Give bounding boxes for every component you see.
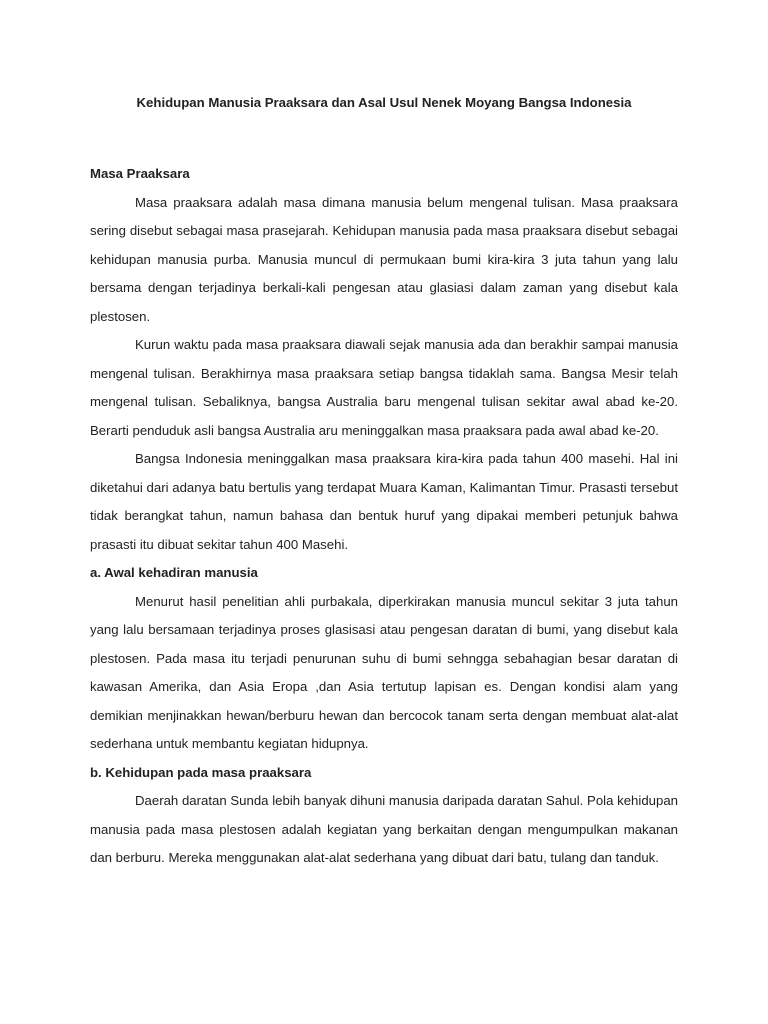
section-heading: Masa Praaksara	[90, 166, 190, 181]
subheading-a: a. Awal kehadiran manusia	[90, 565, 258, 580]
document-title: Kehidupan Manusia Praaksara dan Asal Usul Nenek Moyang Bangsa Indonesia	[136, 95, 632, 110]
paragraph: Bangsa Indonesia meninggalkan masa praaksara kira-kira pada tahun 400 masehi. Hal ini diketahui dari adanya batu bertulis yang terdapat Muara Kaman, Kalimantan Timur. Prasasti tersebut tidak berangkat tahun, namun bahasa dan bentuk huruf yang dipakai memberi petunjuk bahwa prasasti itu dibuat sekitar tahun 400 Masehi.	[90, 451, 678, 552]
paragraph: Menurut hasil penelitian ahli purbakala, diperkirakan manusia muncul sekitar 3 juta tahun yang lalu bersamaan terjadinya proses glasisasi atau pengesan daratan di bumi, yang disebut kala plestosen. Pada masa itu terjadi penurunan suhu di bumi sehngga sebahagian besar daratan di kawasan Amerika, dan Asia Eropa ,dan Asia tertutup lapisan es. Dengan kondisi alam yang demikian menjinakkan hewan/berburu hewan dan bercocok tanam serta dengan membuat alat-alat sederhana untuk membantu kegiatan hidupnya.	[90, 593, 678, 751]
paragraph: Daerah daratan Sunda lebih banyak dihuni manusia daripada daratan Sahul. Pola kehidupan manusia pada masa plestosen adalah kegiatan yang berkaitan dengan mengumpulkan makanan dan berburu. Mereka menggunakan alat-alat sederhana yang dibuat dari batu, tulang dan tanduk.	[90, 793, 678, 865]
subheading-b: b. Kehidupan pada masa praaksara	[90, 764, 312, 780]
paragraph: Kurun waktu pada masa praaksara diawali sejak manusia ada dan berakhir sampai manusia mengenal tulisan. Berakhirnya masa praaksara setiap bangsa tidaklah sama. Bangsa Mesir telah mengenal tulisan. Sebaliknya, bangsa Australia baru mengenal tulisan sekitar awal abad ke-20. Berarti penduduk asli bangsa Australia aru meninggalkan masa praaksara pada awal abad ke-20.	[90, 337, 678, 438]
paragraph: Masa praaksara adalah masa dimana manusia belum mengenal tulisan. Masa praaksara sering disebut sebagai masa prasejarah. Kehidupan manusia pada masa praaksara disebut sebagai kehidupan manusia purba. Manusia muncul di permukaan bumi kira-kira 3 juta tahun yang lalu bersama dengan terjadinya berkali-kali pengesan atau glasiasi dalam zaman yang disebut kala plestosen.	[90, 194, 678, 324]
document-body	[90, 160, 678, 873]
